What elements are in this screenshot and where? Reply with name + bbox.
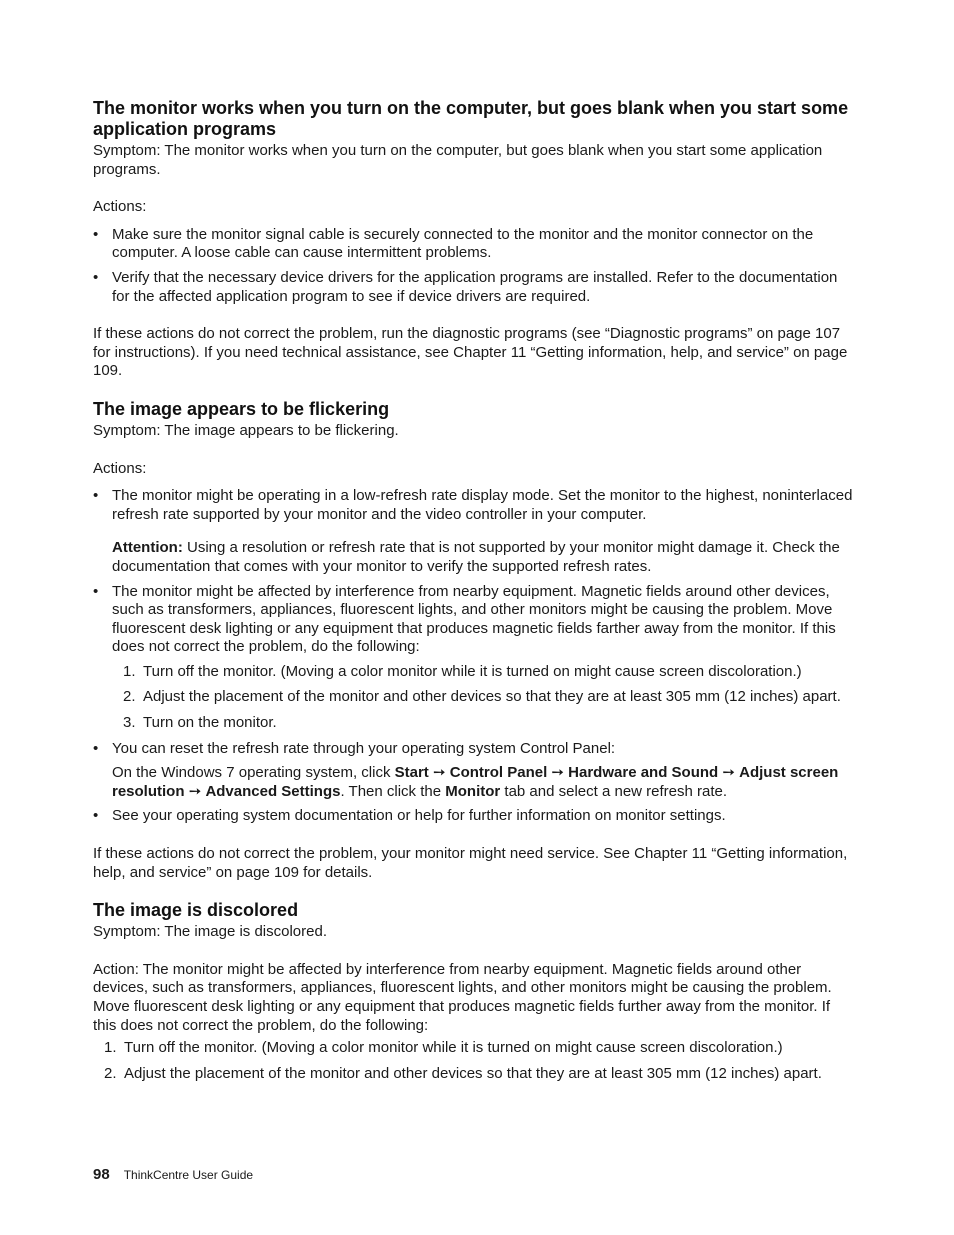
closing-paragraph: If these actions do not correct the problem, your monitor might need service. See Chapter 11 “Getting information, help, and service” on page 109 for details. (93, 845, 848, 881)
step-item (112, 714, 853, 733)
step-number: 3. (123, 714, 136, 732)
actions-label: Actions: (93, 459, 147, 477)
list-item (93, 487, 853, 576)
step-text: Adjust the placement of the monitor and other devices so that they are at least 305 mm (12 inches) apart. (143, 688, 841, 706)
step-item (93, 1039, 853, 1058)
step-number: 1. (123, 662, 136, 680)
monitor-tab-label: Monitor (445, 782, 501, 800)
section-heading-flickering: The image appears to be flickering (93, 398, 390, 419)
symptom-text: Symptom: The image appears to be flickering. (93, 421, 399, 439)
guide-title: ThinkCentre User Guide (123, 1168, 254, 1182)
list-item-text: The monitor might be operating in a low-refresh rate display mode. Set the monitor to the highest, noninterlaced refresh rate supported by your monitor and the video controller in your computer. (112, 487, 853, 523)
menu-path-adjust-resolution: Adjust screen resolution (112, 764, 839, 800)
step-item (93, 1065, 853, 1084)
step-text: Turn off the monitor. (Moving a color monitor while it is turned on might cause screen discoloration.) (143, 662, 802, 680)
step-number: 2. (104, 1064, 117, 1082)
list-item-text: The monitor might be affected by interference from nearby equipment. Magnetic fields around other devices, such as transformers, appliances, fluorescent lights, and other monitors might be causing the problem. Move fluorescent desk lighting or any equipment that produces magnetic fields farther away from the monitor. If this does not correct the problem, do the following: (112, 582, 836, 656)
step-text: Turn on the monitor. (143, 714, 277, 732)
attention-note (112, 539, 853, 576)
step-number: 2. (123, 688, 136, 706)
menu-path-advanced-settings: Advanced Settings (205, 782, 341, 800)
symptom-text: Symptom: The image is discolored. (93, 923, 327, 941)
closing-paragraph: If these actions do not correct the problem, run the diagnostic programs (see “Diagnostic programs” on page 107 for instructions). If you need technical assistance, see Chapter 11 “Getting information, help, and service” on page 109. (93, 325, 848, 380)
symptom-text: Symptom: The monitor works when you turn on the computer, but goes blank when you start some application programs. (93, 142, 823, 178)
section-heading-discolored: The image is discolored (93, 900, 299, 921)
list-item-text: You can reset the refresh rate through your operating system Control Panel: (112, 739, 616, 757)
list-item: • See your operating system documentation or help for further information on monitor settings. (93, 807, 853, 826)
steps-list (93, 1039, 853, 1083)
page-footer (93, 1165, 253, 1185)
document-page (93, 98, 853, 1090)
section-heading-blank-monitor: The monitor works when you turn on the computer, but goes blank when you start some application programs (93, 98, 849, 139)
list-item (93, 740, 853, 802)
menu-path-hardware-sound: Hardware and Sound (568, 764, 719, 782)
windows7-instructions: On the Windows 7 operating system, click Start ➙ Control Panel ➙ Hardware and Sound ➙ Adjust screen resolution ➙ Advanced Settings. Then click the Monitor tab and select a new refresh rate. (112, 764, 839, 800)
step-text: Turn off the monitor. (Moving a color monitor while it is turned on might cause screen discoloration.) (124, 1039, 783, 1057)
list-item (93, 583, 853, 733)
step-item (112, 688, 853, 707)
attention-text: Using a resolution or refresh rate that is not supported by your monitor might damage it. Check the documentation that comes with your monitor to verify the supported refresh rates. (112, 539, 840, 575)
arrow-icon: ➙ (188, 782, 202, 800)
actions-list (93, 226, 853, 306)
attention-label: Attention: (112, 539, 183, 557)
step-number: 1. (104, 1039, 117, 1057)
actions-label: Actions: (93, 198, 147, 216)
arrow-icon: ➙ (551, 764, 564, 782)
action-paragraph: Action: The monitor might be affected by interference from nearby equipment. Magnetic fields around other devices, such as transformers, appliances, fluorescent lights, and other monitors might be causing the problem. Move fluorescent desk lighting or any equipment that produces magnetic fields further away from the monitor. If this does not correct the problem, do the following: (93, 960, 832, 1034)
list-item: • Verify that the necessary device drivers for the application programs are installed. Refer to the documentation for the affected application program to see if device drivers are required. (93, 269, 853, 306)
menu-path-control-panel: Control Panel (449, 764, 548, 782)
step-text: Adjust the placement of the monitor and other devices so that they are at least 305 mm (12 inches) apart. (124, 1064, 822, 1082)
list-item: • Make sure the monitor signal cable is securely connected to the monitor and the monitor connector on the computer. A loose cable can cause intermittent problems. (93, 226, 853, 263)
actions-list (93, 487, 853, 826)
arrow-icon: ➙ (722, 764, 735, 782)
steps-list (112, 663, 853, 733)
step-item (112, 663, 853, 682)
page-number: 98 (93, 1166, 110, 1183)
arrow-icon: ➙ (432, 764, 446, 782)
menu-path-start: Start (394, 764, 429, 782)
